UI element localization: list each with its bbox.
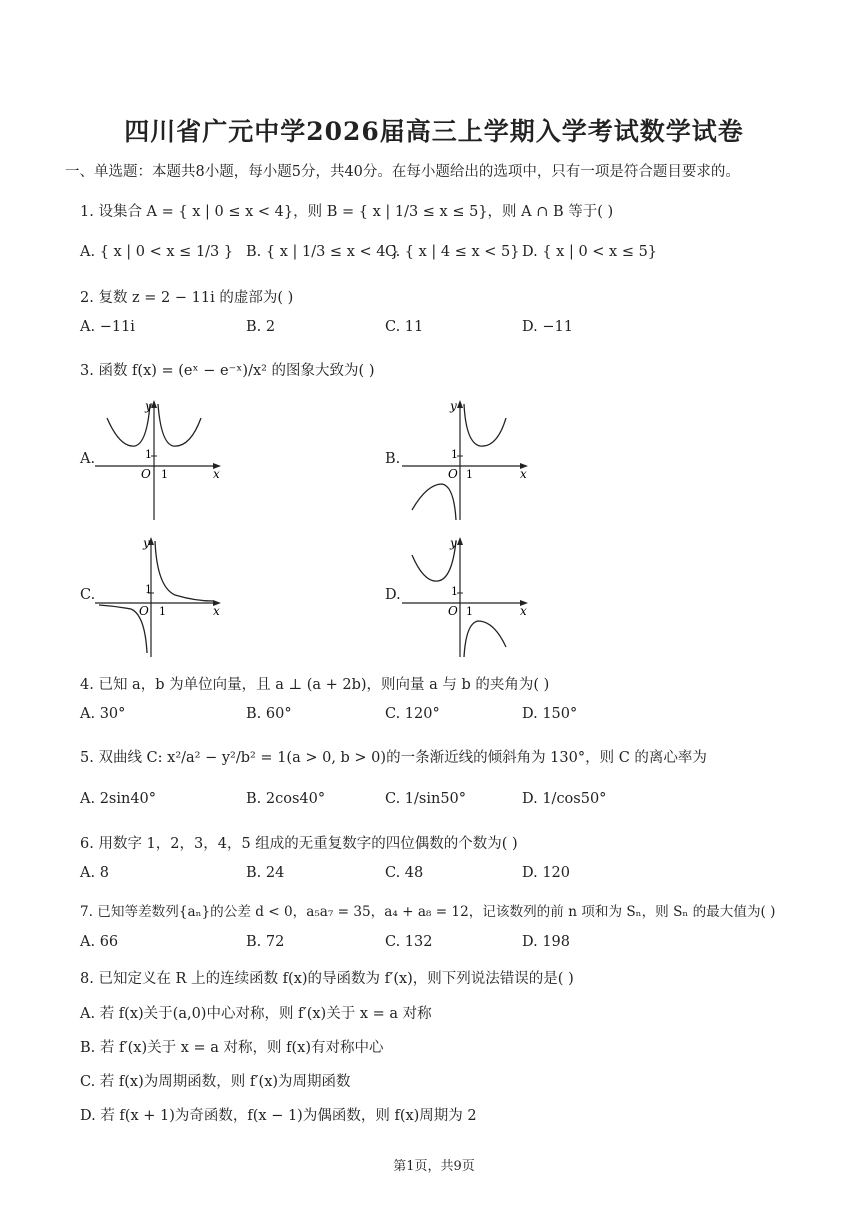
x-axis-label: x — [213, 467, 220, 481]
q4-option-a: A. 30° — [80, 706, 126, 722]
question-8: 8. 已知定义在 R 上的连续函数 f(x)的导函数为 f′(x)，则下列说法错误的是( ) — [80, 971, 574, 987]
graph-b — [402, 398, 532, 520]
q2-option-a: A. −11i — [80, 319, 135, 335]
page-footer: 第1页，共9页 — [393, 1159, 475, 1174]
question-7: 7. 已知等差数列{aₙ}的公差 d < 0，a₅a₇ = 35，a₄ + a₈ = 12，记该数列的前 n 项和为 Sₙ，则 Sₙ 的最大值为( ) — [80, 904, 776, 920]
question-1: 1. 设集合 A = { x | 0 ≤ x < 4}，则 B = { x | 1/3 ≤ x ≤ 5}，则 A ∩ B 等于( ) — [80, 204, 614, 220]
x-tick-label: 1 — [161, 468, 168, 481]
q5-option-a: A. 2sin40° — [80, 791, 157, 807]
q1-option-a: A. { x | 0 < x ≤ 1/3 } — [80, 244, 234, 260]
q4-option-c: C. 120° — [385, 706, 440, 722]
y-tick-label: 1 — [145, 448, 152, 461]
q8-option-a: A. 若 f(x)关于(a,0)中心对称，则 f′(x)关于 x = a 对称 — [80, 1006, 432, 1022]
origin-label: O — [141, 467, 151, 481]
y-tick-label: 1 — [145, 583, 152, 596]
q5-option-d: D. 1/cos50° — [522, 791, 607, 807]
q2-option-b: B. 2 — [246, 319, 276, 335]
x-tick-label: 1 — [466, 605, 473, 618]
q3-option-b: B. — [385, 451, 401, 467]
q6-option-b: B. 24 — [246, 865, 285, 881]
q1-option-d: D. { x | 0 < x ≤ 5} — [522, 244, 658, 260]
x-axis-label: x — [520, 604, 527, 618]
q5-option-c: C. 1/sin50° — [385, 791, 467, 807]
y-axis-label: y — [450, 536, 457, 550]
origin-label: O — [139, 604, 149, 618]
y-axis-label: y — [145, 399, 152, 413]
q8-option-c: C. 若 f(x)为周期函数，则 f′(x)为周期函数 — [80, 1074, 351, 1090]
graph-c — [95, 535, 225, 657]
x-axis-label: x — [213, 604, 220, 618]
x-tick-label: 1 — [466, 468, 473, 481]
q4-option-b: B. 60° — [246, 706, 292, 722]
q1-option-c: C. { x | 4 ≤ x < 5} — [385, 244, 520, 260]
y-axis-label: y — [450, 399, 457, 413]
graph-a — [95, 398, 225, 520]
q7-option-a: A. 66 — [80, 934, 119, 950]
q4-option-d: D. 150° — [522, 706, 578, 722]
q7-option-d: D. 198 — [522, 934, 571, 950]
y-tick-label: 1 — [451, 448, 458, 461]
q2-option-d: D. −11 — [522, 319, 573, 335]
q2-option-c: C. 11 — [385, 319, 424, 335]
question-5: 5. 双曲线 C: x²/a² − y²/b² = 1(a > 0, b > 0)的一条渐近线的倾斜角为 130°，则 C 的离心率为 — [80, 750, 707, 766]
q5-option-b: B. 2cos40° — [246, 791, 326, 807]
q3-option-a: A. — [80, 451, 96, 467]
q1-option-b: B. { x | 1/3 ≤ x < 4 } — [246, 244, 400, 260]
origin-label: O — [448, 604, 458, 618]
y-tick-label: 1 — [451, 585, 458, 598]
question-4: 4. 已知 a，b 为单位向量，且 a ⊥ (a + 2b)，则向量 a 与 b 的夹角为( ) — [80, 677, 550, 693]
q3-option-c: C. — [80, 587, 96, 603]
q8-option-b: B. 若 f′(x)关于 x = a 对称，则 f(x)有对称中心 — [80, 1040, 384, 1056]
q7-option-b: B. 72 — [246, 934, 285, 950]
section-header: 一、单选题：本题共8小题，每小题5分，共40分。在每小题给出的选项中，只有一项是符合题目要求的。 — [65, 164, 740, 180]
q6-option-d: D. 120 — [522, 865, 571, 881]
question-6: 6. 用数字 1，2，3，4，5 组成的无重复数字的四位偶数的个数为( ) — [80, 836, 518, 852]
q8-option-d: D. 若 f(x + 1)为奇函数，f(x − 1)为偶函数，则 f(x)周期为 2 — [80, 1108, 477, 1124]
q6-option-a: A. 8 — [80, 865, 109, 881]
x-axis-label: x — [520, 467, 527, 481]
page-title: 四川省广元中学2026届高三上学期入学考试数学试卷 — [124, 117, 744, 146]
graph-d — [402, 535, 532, 657]
question-2: 2. 复数 z = 2 − 11i 的虚部为( ) — [80, 290, 294, 306]
q7-option-c: C. 132 — [385, 934, 433, 950]
q3-option-d: D. — [385, 587, 401, 603]
question-3: 3. 函数 f(x) = (eˣ − e⁻ˣ)/x² 的图象大致为( ) — [80, 363, 375, 379]
y-axis-label: y — [143, 536, 150, 550]
q6-option-c: C. 48 — [385, 865, 424, 881]
x-tick-label: 1 — [159, 605, 166, 618]
origin-label: O — [448, 467, 458, 481]
